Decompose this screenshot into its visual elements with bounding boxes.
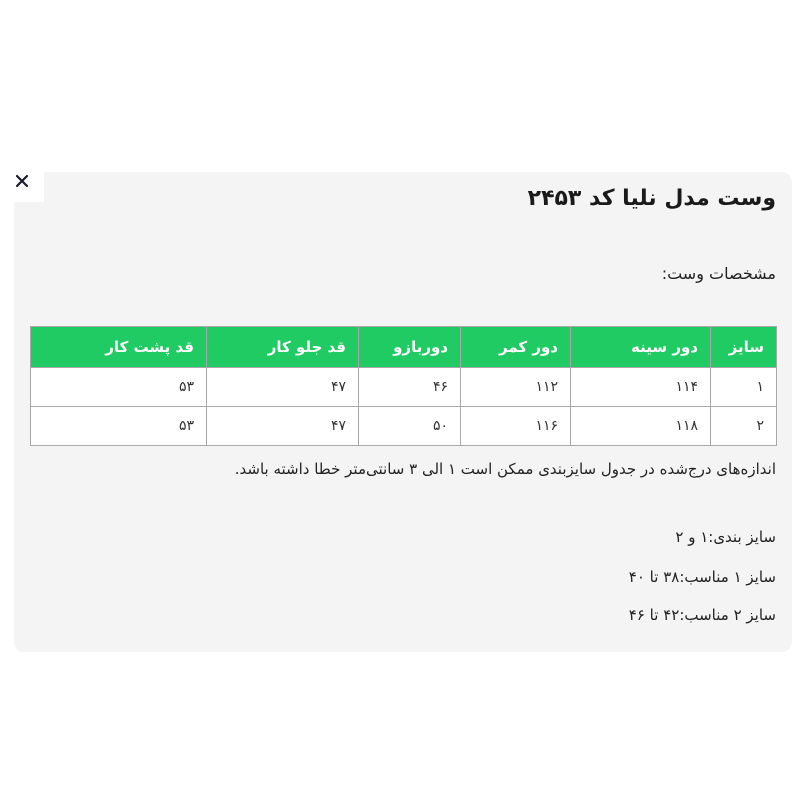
table-header-cell: دور کمر	[461, 327, 571, 368]
table-row	[31, 407, 777, 446]
table-row	[31, 368, 777, 407]
table-header-cell: دوربازو	[359, 327, 461, 368]
table-cell: ۴۶	[359, 368, 461, 407]
table-cell: ۱۱۶	[461, 407, 571, 446]
size-1-fit-text: سایز ۱ مناسب:۳۸ تا ۴۰	[628, 568, 776, 586]
table-cell: ۲	[711, 407, 777, 446]
section-label: مشخصات وست:	[661, 264, 776, 283]
table-header-cell: دور سینه	[571, 327, 711, 368]
close-icon[interactable]	[15, 174, 29, 188]
table-cell: ۱۱۴	[571, 368, 711, 407]
table-cell: ۴۷	[207, 407, 359, 446]
sizing-range-text: سایز بندی:۱ و ۲	[675, 528, 776, 546]
size-2-fit-text: سایز ۲ مناسب:۴۲ تا ۴۶	[628, 606, 776, 624]
table-cell: ۵۰	[359, 407, 461, 446]
table-cell: ۱	[711, 368, 777, 407]
size-chart-modal	[14, 172, 792, 652]
modal-content	[14, 172, 792, 652]
modal-title: وست مدل نلیا کد ۲۴۵۳	[527, 186, 776, 211]
table-header-cell: قد پشت کار	[31, 327, 207, 368]
table-cell: ۱۱۲	[461, 368, 571, 407]
table-cell: ۵۳	[31, 368, 207, 407]
table-header-cell: سایز	[711, 327, 777, 368]
close-button[interactable]	[0, 160, 44, 202]
table-header-cell: قد جلو کار	[207, 327, 359, 368]
table-header-row	[31, 327, 777, 368]
table-cell: ۵۳	[31, 407, 207, 446]
table-cell: ۴۷	[207, 368, 359, 407]
sizing-note: اندازه‌های درج‌شده در جدول سایزبندی ممکن است ۱ الی ۳ سانتی‌متر خطا داشته باشد.	[234, 460, 776, 478]
size-table	[30, 326, 777, 446]
table-cell: ۱۱۸	[571, 407, 711, 446]
